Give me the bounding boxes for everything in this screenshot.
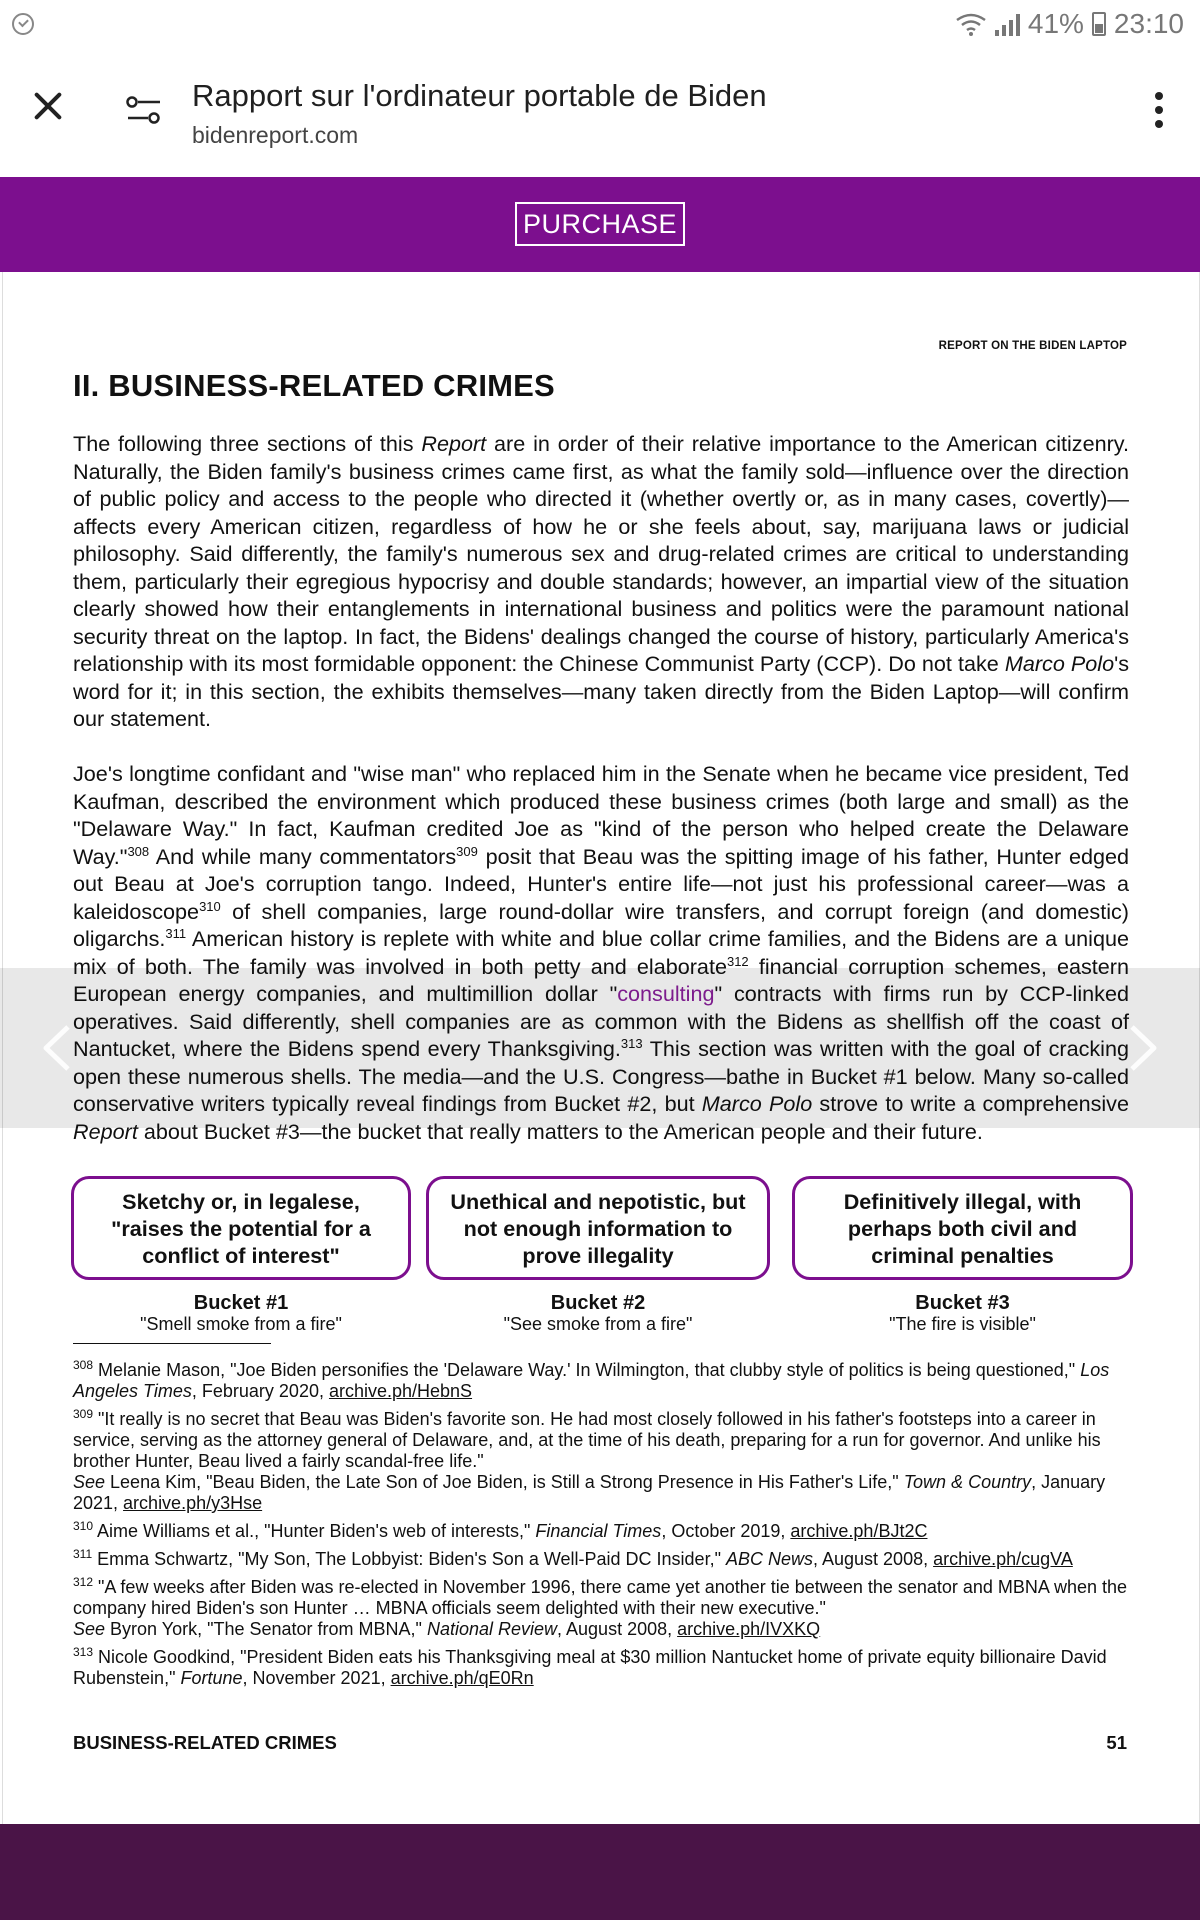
document-page [2, 272, 1200, 1824]
paragraph-2: Joe's longtime confidant and "wise man" who replaced him in the Senate when he became vice president, Ted Kaufman, described the environment which produced these business crimes (both large and small) as the "Delaware Way." In fact, Kaufman credited Joe as "kind of the person who helped create the Delaware Way."$^{308}$ And while many commentators$^{309}$ posit that Beau was the spitting image of his father, Hunter edged out Beau at Joe's corruption tango. Indeed, Hunter's entire life—not just his professional career—was a kaleidoscope$^{310}$ of shell companies, large round-dollar wire transfers, and corrupt foreign (and domestic) oligarchs.$^{311}$ American history is replete with white and blue collar crime families, and the Bidens are a unique mix of both. The family was involved in both petty and elaborate$^{312}$ financial corruption schemes, eastern European energy companies, and multimillion dollar "consulting" contracts with firms run by CCP-linked operatives. Said differently, shell companies are as common with the Bidens as shellfish off the coast of Nantucket, where the Bidens spend every Thanksgiving.$^{313}$ This section was written with the goal of cracking open these numerous shells. The media—and the U.S. Congress—bathe in Bucket #1 below. Many so-called conservative writers typically reveal findings from Bucket #2, but Marco Polo strove to write a comprehensive Report about Bucket #3—the bucket that really matters to the American people and their future. [73, 761, 1129, 1144]
footnote-ref: 308 [127, 843, 150, 859]
footnote-313: $^{313}$ Nicole Goodkind, "President Biden eats his Thanksgiving meal at $30 million Nantucket home of private equity billionaire David Rubenstein," Fortune, November 2021, archive.ph/qE0Rn [73, 1645, 1107, 1688]
page-url[interactable]: bidenreport.com [192, 122, 359, 148]
signal-icon [995, 12, 1020, 36]
bucket-label-3: Bucket #3 [915, 1292, 1010, 1314]
archive-link[interactable]: archive.ph/IVXKQ [677, 1619, 821, 1639]
footnote-312: $^{312}$ "A few weeks after Biden was re-elected in November 1996, there came yet another tie between the senator and MBNA when the company hired Biden's son Hunter … MBNA officials seem delighted with their new executive." See Byron York, "The Senator from MBNA," National Review, August 2008, archive.ph/IVXKQ [73, 1575, 1128, 1639]
custom-tab-toolbar [0, 50, 1200, 177]
archive-link[interactable]: archive.ph/y3Hse [123, 1493, 263, 1513]
footnote-311: $^{311}$ Emma Schwartz, "My Son, The Lobbyist: Biden's Son a Well-Paid DC Insider," ABC News, August 2008, archive.ph/cugVA [73, 1547, 1073, 1569]
consulting-link[interactable]: consulting [617, 981, 715, 1006]
battery-percent: 41% [1027, 8, 1084, 39]
bucket-label-1: Bucket #1 [193, 1292, 289, 1314]
status-bar [0, 0, 1200, 50]
more-vert-icon[interactable] [1154, 92, 1164, 132]
footnote-ref: 309 [456, 843, 478, 859]
chevron-left-icon[interactable] [36, 1025, 80, 1071]
chevron-right-icon[interactable] [1120, 1025, 1164, 1071]
bucket-sub-3: "The fire is visible" [889, 1314, 1036, 1334]
site-banner [0, 177, 1200, 272]
battery-icon [1092, 12, 1106, 36]
notification-icon [12, 13, 34, 35]
footnote-308: $^{308}$ Melanie Mason, "Joe Biden personifies the 'Delaware Way.' In Wilmington, that clubby style of politics is being questioned," Los Angeles Times, February 2020, archive.ph/HebnS [73, 1358, 1110, 1401]
page-bottom-band [0, 1824, 1200, 1920]
purchase-button[interactable]: PURCHASE [515, 202, 685, 246]
footnote-ref: 310 [199, 898, 221, 914]
running-head: REPORT ON THE BIDEN LAPTOP [938, 340, 1127, 352]
paragraph-1: The following three sections of this Report are in order of their relative importance to the American citizenry. Naturally, the Biden family's business crimes came first, as what the family sold—influence over the direction of public policy and access to the people who directed it (whether overtly or, as in many cases, covertly)—affects every American citizen, regardless of how he or she feels about, say, marijuana laws or judicial philosophy. Said differently, the family's numerous sex and drug-related crimes are critical to understanding them, particularly their egregious hypocrisy and double standards; however, an impartial view of the situation clearly showed how their entanglements in international business and politics were the paramount national security threat on the laptop. In fact, the Bidens' dealings changed the course of history, particularly America's relationship with its most formidable opponent: the Chinese Communist Party (CCP). Do not take Marco Polo's word for it; in this section, the exhibits themselves—many taken directly from the Biden Laptop—will confirm our statement. [73, 431, 1129, 731]
footnote-divider [73, 1343, 271, 1344]
footnote-ref: 312 [726, 953, 749, 969]
footnote-ref: 313 [620, 1035, 643, 1051]
tune-icon[interactable] [126, 94, 162, 128]
bucket-sub-2: "See smoke from a fire" [503, 1314, 693, 1334]
bucket-box-1: Sketchy or, in legalese, "raises the potential for a conflict of interest" [71, 1176, 411, 1280]
archive-link[interactable]: archive.ph/HebnS [328, 1381, 473, 1401]
bucket-sub-1: "Smell smoke from a fire" [140, 1314, 342, 1334]
footnotes [73, 1360, 1129, 1696]
page-title: Rapport sur l'ordinateur portable de Biden [192, 78, 767, 113]
archive-link[interactable]: archive.ph/qE0Rn [390, 1668, 534, 1688]
footer-section: BUSINESS-RELATED CRIMES [73, 1732, 337, 1753]
page-number: 51 [1106, 1732, 1127, 1753]
archive-link[interactable]: archive.ph/BJt2C [790, 1521, 928, 1541]
footnote-309: $^{309}$ "It really is no secret that Beau was Biden's favorite son. He had most closely followed in his father's footsteps into a career in service, serving as the attorney general of Delaware, and, at the time of his death, preparing for a run for governor. And unlike his brother Hunter, Beau lived a fairly scandal-free life." See Leena Kim, "Beau Biden, the Late Son of Joe Biden, is Still a Strong Presence in His Father's Life," Town & Country, January 2021, archive.ph/y3Hse [73, 1407, 1106, 1513]
close-icon[interactable] [26, 83, 72, 129]
wifi-icon [955, 12, 987, 36]
archive-link[interactable]: archive.ph/cugVA [933, 1549, 1073, 1569]
status-indicators [955, 8, 1184, 40]
section-title: II. BUSINESS-RELATED CRIMES [73, 368, 555, 403]
footnote-ref: 311 [165, 925, 187, 941]
clock: 23:10 [1113, 8, 1184, 39]
bucket-label-2: Bucket #2 [550, 1292, 646, 1314]
bucket-diagram [71, 1176, 1133, 1336]
bucket-box-3: Definitively illegal, with perhaps both civil and criminal penalties [792, 1176, 1133, 1280]
bucket-box-2: Unethical and nepotistic, but not enough information to prove illegality [426, 1176, 770, 1280]
footnote-310: $^{310}$ Aime Williams et al., "Hunter Biden's web of interests," Financial Times, October 2019, archive.ph/BJt2C [73, 1519, 928, 1541]
